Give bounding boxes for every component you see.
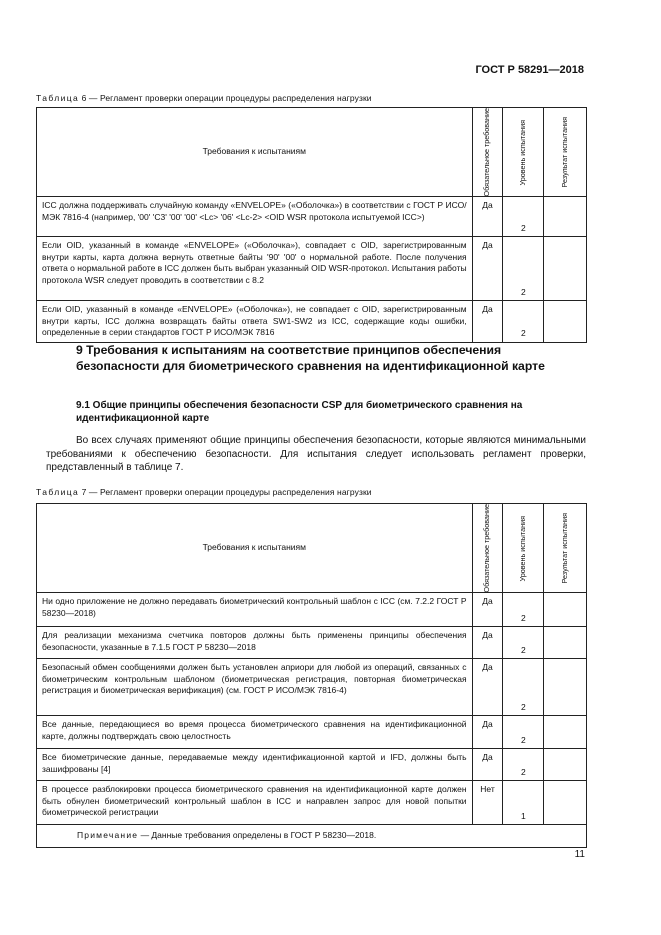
page-number: 11: [574, 849, 585, 860]
table-row: [37, 197, 587, 237]
level-value: 2: [503, 301, 544, 343]
table7: [36, 503, 587, 848]
table6-header-result: Результат испытания: [559, 117, 569, 188]
mandatory-value: Да: [472, 197, 503, 237]
table7-note: [37, 825, 587, 848]
mandatory-value: Да: [472, 749, 503, 781]
note-word: Примечание: [77, 830, 139, 841]
note-text: — Данные требования определены в ГОСТ Р 58230—2018.: [138, 830, 377, 841]
table6-header-requirements: Требования к испытаниям: [37, 108, 473, 197]
section-paragraph: Во всех случаях применяют общие принципы обеспечения безопасности, которые являются минимальными требованиями к обеспечению безопасности. Для испытания следует использовать регламент проверки, представленный в таблице 7.: [46, 435, 586, 473]
subsection-title: 9.1 Общие принципы обеспечения безопасности CSP для биометрического сравнения на идентификационной карте: [76, 400, 523, 424]
requirement-text: Для реализации механизма счетчика повторов должны быть применены принципы обеспечения безопасности, указанные в 7.1.5 ГОСТ Р 58230—2018: [37, 627, 473, 659]
mandatory-value: Да: [472, 301, 503, 343]
mandatory-value: Да: [472, 237, 503, 301]
requirement-text: Все биометрические данные, передаваемые между идентификационной картой и IFD, должны быть зашифрованы [4]: [37, 749, 473, 781]
table7-header-level: Уровень испытания: [518, 515, 528, 581]
level-value: 2: [503, 716, 544, 749]
table6-header-mandatory: Обязательное требование: [482, 108, 492, 197]
table7-caption-word: Таблица: [36, 487, 80, 497]
result-cell: [544, 197, 587, 237]
table7-header-result: Результат испытания: [559, 513, 569, 584]
requirement-text: ICC должна поддерживать случайную команду «ENVELOPE» («Оболочка») в соответствии с ГОСТ Р ИСО/МЭК 7816-4 (например, '00' 'C3' '00' '00' <Lc> '06' <Lc-2> <OID WSR протокола испытуемой ICC>): [37, 197, 473, 237]
mandatory-value: Да: [472, 659, 503, 716]
table7-caption-text: 7 — Регламент проверки операции процедуры распределения нагрузки: [79, 487, 372, 497]
table-row: [37, 593, 587, 627]
table6-header-row: [37, 108, 587, 197]
mandatory-value: Нет: [472, 781, 503, 825]
mandatory-value: Да: [472, 593, 503, 627]
result-cell: [544, 716, 587, 749]
level-value: 2: [503, 593, 544, 627]
table-row: [37, 716, 587, 749]
requirement-text: Все данные, передающиеся во время процесса биометрического сравнения на идентификационной карте, должны подтверждать свою целостность: [37, 716, 473, 749]
level-value: 2: [503, 237, 544, 301]
requirement-text: Если OID, указанный в команде «ENVELOPE» («Оболочка»), совпадает с OID, зарегистрированным внутри карты, карта должна вернуть ответные байты '90' '00' о нормальной работе. После получения ответа о нормальной работе в ICC должен быть выбран указанный OID WSR-протокол. Испытания работы протокола WSR следует проводить в соответствии с 8.2: [37, 237, 473, 301]
level-value: 2: [503, 197, 544, 237]
level-value: 1: [503, 781, 544, 825]
table7-header-row: [37, 504, 587, 593]
table7-caption: [36, 487, 372, 497]
result-cell: [544, 301, 587, 343]
result-cell: [544, 627, 587, 659]
requirement-text: Ни одно приложение не должно передавать биометрический контрольный шаблон с ICC (см. 7.2.2 ГОСТ Р 58230—2018): [37, 593, 473, 627]
table6: [36, 107, 587, 343]
mandatory-value: Да: [472, 627, 503, 659]
document-code: ГОСТ Р 58291—2018: [475, 64, 584, 76]
table7-header-requirements: Требования к испытаниям: [37, 504, 473, 593]
table7-note-row: [37, 825, 587, 848]
result-cell: [544, 237, 587, 301]
table-row: [37, 781, 587, 825]
table-row: [37, 301, 587, 343]
requirement-text: В процессе разблокировки процесса биометрического сравнения на идентификационной карте должен быть обнулен биометрический контрольный шаблон в ICC и направлен запрос для новой попытки биометрической регистрации: [37, 781, 473, 825]
table-row: [37, 627, 587, 659]
section-title: 9 Требования к испытаниям на соответствие принципов обеспечения безопасности для биометрического сравнения на идентификационной карте: [76, 343, 545, 373]
result-cell: [544, 659, 587, 716]
result-cell: [544, 781, 587, 825]
level-value: 2: [503, 749, 544, 781]
table6-caption-text: 6 — Регламент проверки операции процедуры распределения нагрузки: [79, 93, 372, 103]
result-cell: [544, 593, 587, 627]
requirement-text: Если OID, указанный в команде «ENVELOPE» («Оболочка»), не совпадает с OID, зарегистрированным внутри карты, ICC должна возвращать байты ответа SW1-SW2 из ICC, содержащие коды ошибки, определенные в серии стандартов ГОСТ Р ИСО/МЭК 7816: [37, 301, 473, 343]
requirement-text: Безопасный обмен сообщениями должен быть установлен априори для любой из операций, связанных с биометрическим контрольным шаблоном (биометрическая регистрация, повторная биометрическая регистрация и биометрическая верификация) (см. ГОСТ Р ИСО/МЭК 7816-4): [37, 659, 473, 716]
result-cell: [544, 749, 587, 781]
table7-header-mandatory: Обязательное требование: [482, 504, 492, 593]
table-row: [37, 237, 587, 301]
table-row: [37, 659, 587, 716]
table-row: [37, 749, 587, 781]
table6-header-level: Уровень испытания: [518, 119, 528, 185]
table6-caption-word: Таблица: [36, 93, 80, 103]
mandatory-value: Да: [472, 716, 503, 749]
level-value: 2: [503, 659, 544, 716]
level-value: 2: [503, 627, 544, 659]
table6-caption: [36, 93, 372, 103]
